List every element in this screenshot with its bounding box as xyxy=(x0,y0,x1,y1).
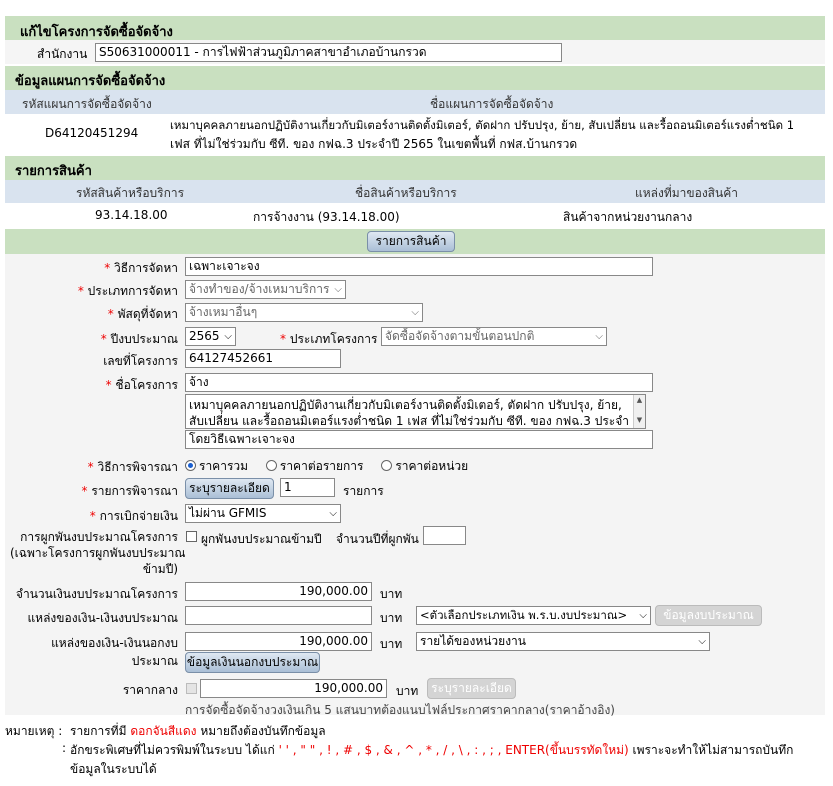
nonbudget-label-2: ประมาณ xyxy=(131,654,178,668)
notes-line2-b: เพราะจะทำให้ไม่สามารถบันทึก xyxy=(632,743,794,757)
method-label-text: วิธีการจัดหา xyxy=(114,261,178,275)
items-section-title: รายการสินค้า xyxy=(15,164,92,179)
obligation-label-block xyxy=(10,529,186,577)
radio-icon xyxy=(381,460,392,471)
nonbudget-label-1: แหล่งของเงิน-เงินนอกงบ xyxy=(51,636,178,650)
disburse-value: ไม่ผ่าน GFMIS xyxy=(189,506,267,520)
items-count-field[interactable] xyxy=(280,478,335,497)
budget-unit: บาท xyxy=(380,587,403,601)
item-code: 93.14.18.00 xyxy=(95,208,168,222)
obligation-note-1: (เฉพาะโครงการผูกพันงบประมาณ xyxy=(10,546,186,560)
plan-section-header xyxy=(5,66,825,90)
project-name-textarea[interactable] xyxy=(185,394,646,429)
obligation-label: การผูกพันงบประมาณโครงการ xyxy=(20,530,178,544)
notes-line3: ข้อมูลในระบบได้ xyxy=(70,762,157,776)
ref-price-label-text: ราคากลาง xyxy=(122,683,178,697)
items-list-button-label: รายการสินค้า xyxy=(375,234,447,248)
ref-price-detail-button[interactable] xyxy=(427,678,516,699)
notes-line1 xyxy=(70,722,326,741)
detail-button-label: ระบุรายละเอียด xyxy=(189,481,270,495)
ref-price-field[interactable] xyxy=(200,679,387,698)
project-name-line1: เหมาบุคคลภายนอกปฏิบัติงานเกี่ยวกับมิเตอร์งานติดตั้งมิเตอร์, ตัดฝาก ปรับปรุง, ย้าย, xyxy=(189,398,622,412)
consider-radio-total[interactable] xyxy=(185,459,248,473)
office-label: สำนักงาน xyxy=(37,47,88,61)
plan-name-line1: เหมาบุคคลภายนอกปฏิบัติงานเกี่ยวกับมิเตอร์งานติดตั้งมิเตอร์, ตัดฝาก ปรับปรุง, ย้าย, สับเปลี่ยน และรื้อถอนมิเตอร์แรงต่ำชนิด 1 xyxy=(170,118,795,132)
supply-label-text: พัสดุที่จัดหา xyxy=(117,307,178,321)
nonbudget-select-value: รายได้ของหน่วยงาน xyxy=(420,634,526,648)
items-count-value: 1 xyxy=(284,480,292,494)
type-select[interactable] xyxy=(185,280,346,299)
nonbudget-label-block xyxy=(10,634,178,670)
plan-section-title: ข้อมูลแผนการจัดซื้อจัดจ้าง xyxy=(15,74,166,89)
year-select[interactable] xyxy=(185,327,236,346)
textarea-scrollbar[interactable]: ▲ ▼ xyxy=(633,395,645,428)
budget-source-select[interactable] xyxy=(416,606,651,625)
project-type-label: * ประเภทโครงการ xyxy=(280,332,378,346)
type-label: * ประเภทการจัดหา xyxy=(77,284,178,298)
year-value: 2565 xyxy=(189,329,220,343)
disburse-label: * การเบิกจ่ายเงิน xyxy=(89,509,178,523)
project-type-select[interactable] xyxy=(381,327,607,346)
budget-value: 190,000.00 xyxy=(299,584,368,598)
budget-info-button-label: ข้อมูลงบประมาณ xyxy=(663,608,754,622)
consider-opt3-label: ราคาต่อหน่วย xyxy=(395,459,469,473)
supply-value: จ้างเหมาอื่นๆ xyxy=(189,305,258,319)
consider-radio-per-unit[interactable] xyxy=(381,459,468,473)
ref-price-unit: บาท xyxy=(396,684,419,698)
method-label: * วิธีการจัดหา xyxy=(104,261,178,275)
plan-col-code: รหัสแผนการจัดซื้อจัดจ้าง xyxy=(22,97,152,111)
page-title: แก้ไขโครงการจัดซื้อจัดจ้าง xyxy=(20,25,173,40)
plan-code: D64120451294 xyxy=(45,126,139,140)
items-list-button[interactable] xyxy=(367,231,455,252)
consider-opt2-label: ราคาต่อรายการ xyxy=(279,459,364,473)
item-name: การจ้างงาน (93.14.18.00) xyxy=(253,210,400,224)
nonbudget-unit: บาท xyxy=(380,637,403,651)
disburse-label-text: การเบิกจ่ายเงิน xyxy=(99,509,178,523)
ref-price-note: การจัดซื้อจัดจ้างวงเงินเกิน 5 แสนบาทต้องแนบไฟล์ประกาศราคากลาง(ราคาอ้างอิง) xyxy=(185,703,615,717)
notes-line1-a: รายการที่มี xyxy=(70,724,127,738)
items-unit: รายการ xyxy=(343,484,384,498)
consider-label: * วิธีการพิจารณา xyxy=(87,460,178,474)
method-field[interactable] xyxy=(185,257,653,276)
ref-price-detail-button-label: ระบุรายละเอียด xyxy=(431,681,512,695)
chevron-down-icon: ⌵ xyxy=(411,307,419,318)
budget-source-label xyxy=(10,609,178,628)
consider-radio-group xyxy=(185,457,468,476)
obligation-years-field[interactable] xyxy=(423,526,466,545)
office-field[interactable] xyxy=(95,43,562,62)
project-type-value: จัดซื้อจัดจ้างตามขั้นตอนปกติ xyxy=(385,329,535,343)
year-label: * ปีงบประมาณ xyxy=(100,332,178,346)
supply-label: * พัสดุที่จัดหา xyxy=(107,307,178,321)
items-col-name: ชื่อสินค้าหรือบริการ xyxy=(355,186,457,200)
obligation-note-2: ข้ามปี) xyxy=(142,562,178,576)
chevron-down-icon: ⌵ xyxy=(698,636,706,647)
project-no-label-text: เลขที่โครงการ xyxy=(103,354,178,368)
nonbudget-field[interactable] xyxy=(185,632,372,651)
chevron-down-icon: ⌵ xyxy=(334,284,342,295)
radio-icon xyxy=(266,460,277,471)
budget-source-label-text: แหล่งของเงิน-เงินงบประมาณ xyxy=(27,611,178,625)
notes-line2-red: ' ' , " " , ! , # , $ , & , ^ , * , / , \ , : , ; , ENTER(ขึ้นบรรทัดใหม่) xyxy=(278,743,629,757)
consider-label-text: วิธีการพิจารณา xyxy=(97,460,178,474)
notes-line2-prefix: : xyxy=(62,741,67,755)
notes-line2-a: อักขระพิเศษที่ไม่ควรพิมพ์ในระบบ ได้แก่ xyxy=(70,743,275,757)
project-name-prefix: จ้าง xyxy=(189,375,209,389)
project-name-suffix-field[interactable] xyxy=(185,430,653,449)
budget-info-button[interactable] xyxy=(655,605,762,626)
chevron-down-icon: ⌵ xyxy=(595,331,603,342)
consider-opt1-label: ราคารวม xyxy=(199,459,249,473)
notes-line1-red: ดอกจันสีแดง xyxy=(130,724,197,738)
chevron-down-icon: ⌵ xyxy=(329,508,337,519)
office-value: S50631000011 - การไฟฟ้าส่วนภูมิภาคสาขาอำเภอบ้านกรวด xyxy=(99,45,427,59)
chevron-down-icon: ⌵ xyxy=(639,610,647,621)
notes-line2 xyxy=(70,741,793,760)
obligation-years-label: จำนวนปีที่ผูกพัน xyxy=(336,532,419,546)
notes-label: หมายเหตุ : xyxy=(5,724,63,738)
type-value: จ้างทำของ/จ้างเหมาบริการ xyxy=(189,282,330,296)
plan-col-name: ชื่อแผนการจัดซื้อจัดจ้าง xyxy=(430,97,554,111)
project-name-suffix: โดยวิธีเฉพาะเจาะจง xyxy=(189,432,295,446)
budget-source-select-value: <ตัวเลือกประเภทเงิน พ.ร.บ.งบประมาณ> xyxy=(420,608,628,622)
budget-source-unit: บาท xyxy=(380,611,403,625)
items-col-source: แหล่งที่มาของสินค้า xyxy=(635,186,738,200)
budget-field[interactable] xyxy=(185,582,372,601)
consider-items-label: * รายการพิจารณา xyxy=(81,484,178,498)
disburse-select[interactable] xyxy=(185,504,341,523)
nonbudget-select[interactable] xyxy=(416,632,710,651)
project-no-value: 64127452661 xyxy=(189,351,273,365)
supply-select[interactable] xyxy=(185,303,423,322)
project-name-label: * ชื่อโครงการ xyxy=(105,378,178,392)
project-name-label-text: ชื่อโครงการ xyxy=(115,378,178,392)
project-type-label-text: ประเภทโครงการ xyxy=(289,332,378,346)
ref-price-label xyxy=(60,681,178,700)
detail-button[interactable] xyxy=(185,478,274,499)
obligation-checkbox[interactable] xyxy=(186,531,197,542)
type-label-text: ประเภทการจัดหา xyxy=(87,284,178,298)
plan-name-line2: เฟส ที่ไม่ใช่ร่วมกับ ซีที. ของ กฟฉ.3 ประจำปี 2565 ในเขตพื้นที่ กฟส.บ้านกรวด xyxy=(170,137,578,151)
obligation-check-label: ผูกพันงบประมาณข้ามปี xyxy=(201,532,322,546)
year-label-text: ปีงบประมาณ xyxy=(110,332,178,346)
project-name-line2: สับเปลี่ยน และรื้อถอนมิเตอร์แรงต่ำชนิด 1 เฟส ที่ไม่ใช่ร่วมกับ ซีที. ของ กฟฉ.3 ประจำ xyxy=(189,414,629,428)
budget-label xyxy=(10,585,178,604)
item-source: สินค้าจากหน่วยงานกลาง xyxy=(563,210,693,224)
project-no-field[interactable] xyxy=(185,349,341,368)
items-section-header xyxy=(5,156,825,180)
page-title-bar xyxy=(5,16,825,40)
budget-label-text: จำนวนเงินงบประมาณโครงการ xyxy=(15,587,178,601)
method-value: เฉพาะเจาะจง xyxy=(189,259,260,273)
nonbudget-info-button[interactable] xyxy=(185,652,320,673)
project-name-prefix-field[interactable] xyxy=(185,373,653,392)
budget-source-field[interactable] xyxy=(185,606,372,625)
nonbudget-info-button-label: ข้อมูลเงินนอกงบประมาณ xyxy=(186,655,319,669)
consider-radio-per-item[interactable] xyxy=(266,459,364,473)
chevron-down-icon: ⌵ xyxy=(224,331,232,342)
ref-price-value: 190,000.00 xyxy=(314,681,383,695)
radio-selected-icon xyxy=(185,460,196,471)
items-col-code: รหัสสินค้าหรือบริการ xyxy=(76,186,185,200)
notes-line1-b: หมายถึงต้องบันทึกข้อมูล xyxy=(200,724,326,738)
consider-items-label-text: รายการพิจารณา xyxy=(91,484,178,498)
nonbudget-value: 190,000.00 xyxy=(299,634,368,648)
ref-price-checkbox[interactable] xyxy=(186,683,197,694)
project-no-label xyxy=(60,352,178,371)
